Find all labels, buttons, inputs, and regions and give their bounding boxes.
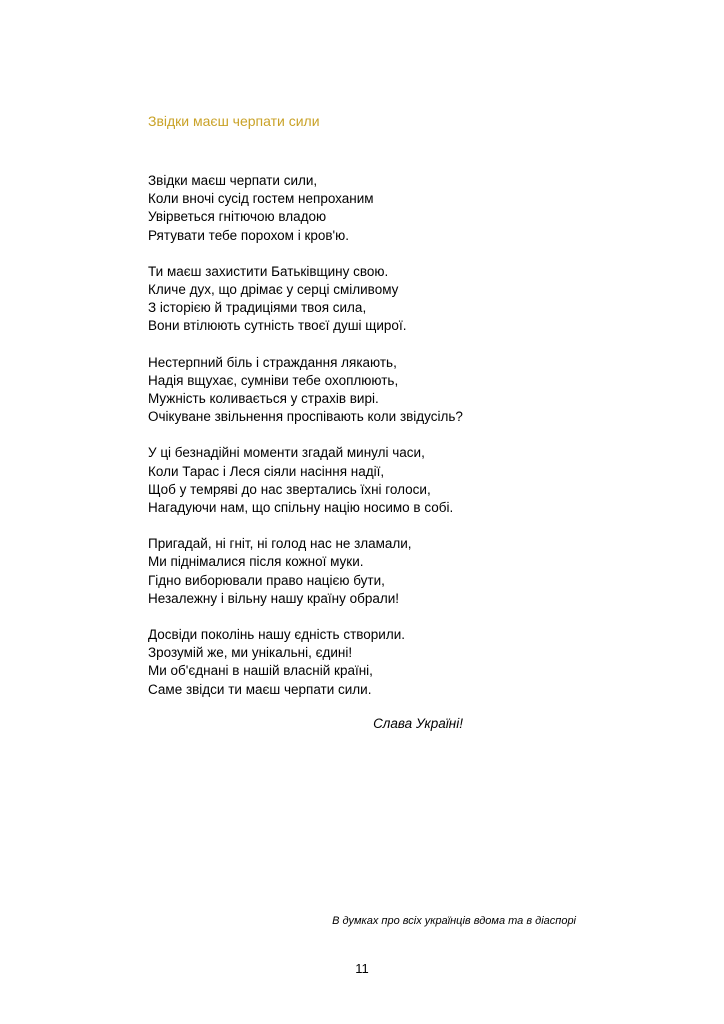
stanza-1 xyxy=(148,172,568,245)
stanza-5 xyxy=(148,535,568,608)
poem-line: З історією й традиціями твоя сила, xyxy=(148,300,367,316)
stanza-6 xyxy=(148,626,568,699)
poem-line: Гідно виборювали право нацією бути, xyxy=(148,572,385,588)
page-number: 11 xyxy=(355,961,369,976)
poem-line: Коли Тарас і Леся сіяли насіння надії, xyxy=(148,463,385,479)
poem-line: Ми об'єднані в нашій власній країні, xyxy=(148,663,373,679)
poem-line: Досвіди поколінь нашу єдність створили. xyxy=(148,627,406,643)
stanza-3 xyxy=(148,354,568,427)
closing-salutation: Слава Україні! xyxy=(373,716,463,731)
poem-line: Саме звідси ти маєш черпати сили. xyxy=(148,681,372,697)
poem-line: Очікуване звільнення проспівають коли звідусіль? xyxy=(148,409,463,425)
poem-line: Звідки маєш черпати сили, xyxy=(148,173,318,188)
poem-line: Кличе дух, що дрімає у серці сміливому xyxy=(148,282,399,298)
poem-line: Зрозумій же, ми унікальні, єдині! xyxy=(148,645,353,661)
poem-line: Ми піднімалися після кожної муки. xyxy=(148,554,364,570)
poem-line: Щоб у темряві до нас звертались їхні голоси, xyxy=(148,481,431,497)
poem-line: Мужність коливається у страхів вирі. xyxy=(148,391,379,407)
poem-title: Звідки маєш черпати сили xyxy=(148,113,320,129)
poem-line: Увірветься гнітючою владою xyxy=(148,209,327,225)
poem-line: Надія вщухає, сумніви тебе охоплюють, xyxy=(148,372,399,388)
dedication-note: В думках про всіх українців вдома та в діаспорі xyxy=(332,915,576,927)
poem-line: Пригадай, ні гніт, ні голод нас не зламали, xyxy=(148,536,412,552)
poem-line: Нагадуючи нам, що спільну націю носимо в собі. xyxy=(148,500,454,516)
poem-line: Ти маєш захистити Батьківщину свою. xyxy=(148,263,389,279)
poem-line: У ці безнадійні моменти згадай минулі часи, xyxy=(148,445,425,461)
poem-line: Нестерпний біль і страждання лякають, xyxy=(148,354,397,370)
poem-body xyxy=(148,172,568,717)
poem-line: Незалежну і вільну нашу країну обрали! xyxy=(148,590,400,606)
poem-line: Рятувати тебе порохом і кров'ю. xyxy=(148,227,350,243)
poem-line: Вони втілюють сутність твоєї душі щирої. xyxy=(148,318,407,334)
stanza-2 xyxy=(148,263,568,336)
stanza-4 xyxy=(148,444,568,517)
poem-line: Коли вночі сусід гостем непроханим xyxy=(148,191,374,207)
